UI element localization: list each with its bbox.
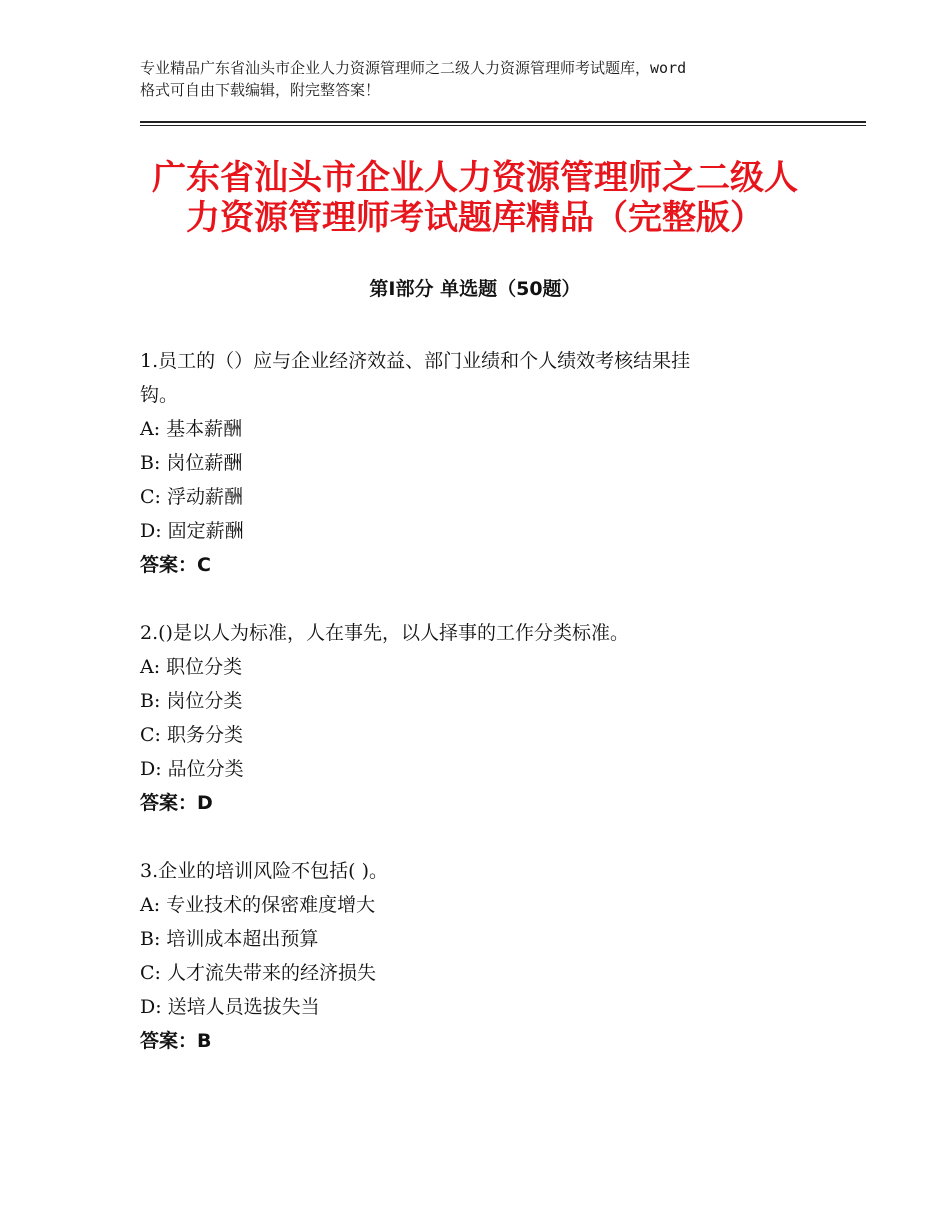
answer-key: 答案：B — [140, 1030, 212, 1052]
option-c: C: 职务分类 — [140, 724, 243, 746]
question-1 — [140, 344, 820, 582]
option-a: A: 基本薪酬 — [140, 418, 243, 440]
question-stem — [140, 344, 820, 412]
option-a: A: 职位分类 — [140, 656, 243, 678]
option-b: B: 培训成本超出预算 — [140, 928, 319, 950]
question-list — [140, 344, 820, 1092]
option-c: C: 浮动薪酬 — [140, 486, 243, 508]
question-stem: 3.企业的培训风险不包括( )。 — [140, 860, 388, 882]
option-a: A: 专业技术的保密难度增大 — [140, 894, 376, 916]
question-stem-line-1: 1.员工的（）应与企业经济效益、部门业绩和个人绩效考核结果挂 — [140, 350, 691, 372]
section-heading: 第Ⅰ部分 单选题（50题） — [369, 278, 581, 300]
document-title-line-2: 力资源管理师考试题库精品（完整版） — [186, 198, 764, 238]
document-title — [100, 158, 850, 238]
option-b: B: 岗位薪酬 — [140, 452, 243, 474]
question-3 — [140, 854, 820, 1058]
option-d: D: 品位分类 — [140, 758, 244, 780]
option-b: B: 岗位分类 — [140, 690, 243, 712]
answer-key: 答案：C — [140, 554, 211, 576]
question-stem-line-2: 钩。 — [140, 384, 179, 406]
document-title-line-1: 广东省汕头市企业人力资源管理师之二级人 — [152, 158, 798, 198]
header-note-line-2: 格式可自由下载编辑，附完整答案！ — [140, 81, 381, 99]
header-note-line-1: 专业精品广东省汕头市企业人力资源管理师之二级人力资源管理师考试题库，word — [140, 59, 687, 77]
header-divider-thick — [140, 121, 866, 123]
option-d: D: 送培人员选拔失当 — [140, 996, 320, 1018]
option-c: C: 人才流失带来的经济损失 — [140, 962, 376, 984]
option-d: D: 固定薪酬 — [140, 520, 244, 542]
answer-key: 答案：D — [140, 792, 213, 814]
question-stem: 2.()是以人为标准，人在事先，以人择事的工作分类标准。 — [140, 622, 629, 644]
document-header-note — [140, 57, 840, 101]
header-divider-thin — [140, 125, 866, 126]
question-2 — [140, 616, 820, 820]
